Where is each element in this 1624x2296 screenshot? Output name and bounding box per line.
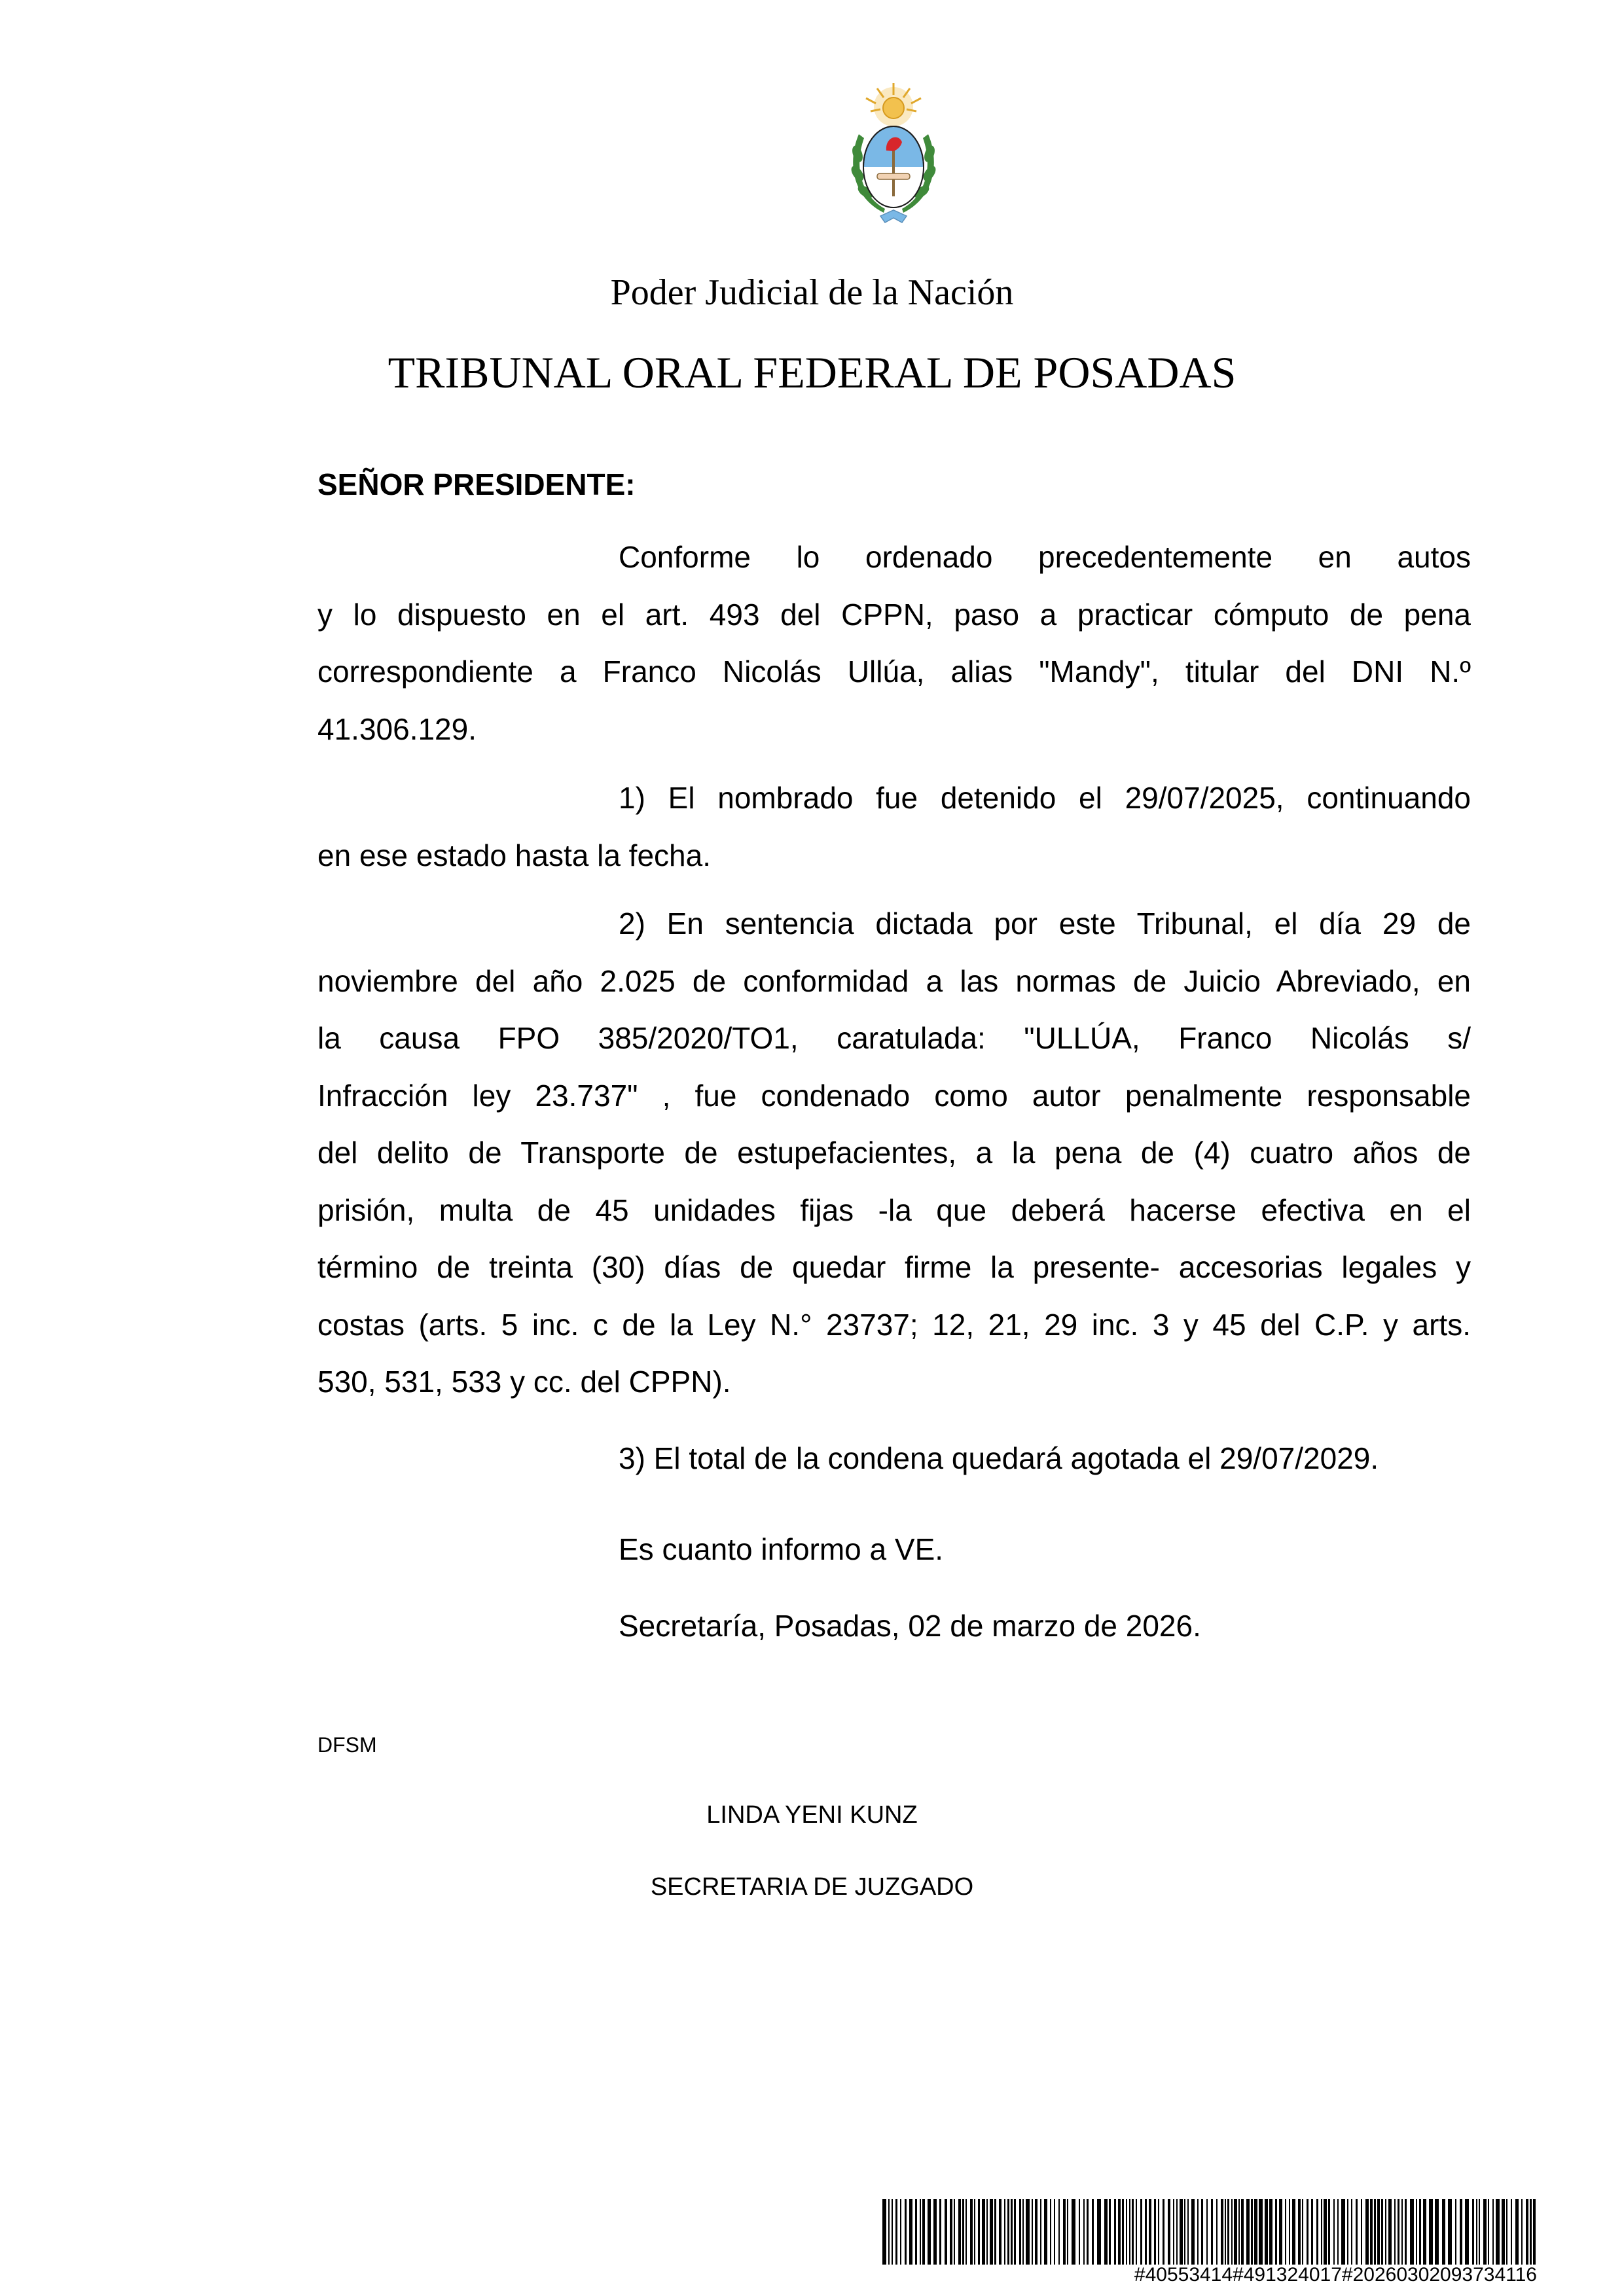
barcode-bar (945, 2199, 947, 2265)
barcode-bar (1435, 2199, 1439, 2265)
barcode-bar (1026, 2199, 1030, 2265)
barcode-bar (1292, 2199, 1295, 2265)
barcode-bar (1201, 2199, 1203, 2265)
barcode-bar (1502, 2199, 1505, 2265)
barcode-bar (1149, 2199, 1151, 2265)
barcode-bar (1241, 2199, 1244, 2265)
barcode-bar (928, 2199, 931, 2265)
barcode-bar (1530, 2199, 1532, 2265)
barcode-bar (986, 2199, 988, 2265)
signer-title: SECRETARIA DE JUZGADO (650, 1873, 974, 1901)
barcode-bar (1216, 2199, 1218, 2265)
barcode-bar (1423, 2199, 1426, 2265)
barcode-bar (1526, 2199, 1528, 2265)
barcode-bar (950, 2199, 952, 2265)
shield-emblem (863, 126, 924, 207)
barcode-bar (1011, 2199, 1013, 2265)
barcode-bar (1083, 2199, 1085, 2265)
barcode-bar (892, 2199, 893, 2265)
coat-of-arms-emblem (844, 82, 943, 232)
barcode-bar (1416, 2199, 1417, 2265)
barcode-bar (1479, 2199, 1480, 2265)
barcode-bar (1063, 2199, 1066, 2265)
barcode-bar (1158, 2199, 1159, 2265)
barcode-bar (1448, 2199, 1452, 2265)
barcode-bar (920, 2199, 921, 2265)
barcode-bar (1515, 2199, 1519, 2265)
barcode-bar (1004, 2199, 1005, 2265)
barcode-bar (1168, 2199, 1170, 2265)
barcode-bar (1381, 2199, 1383, 2265)
barcode-bar (1234, 2199, 1237, 2265)
barcode-bar (1211, 2199, 1213, 2265)
barcode-bar (1298, 2199, 1301, 2265)
barcode-bar (1058, 2199, 1060, 2265)
barcode-bar (1351, 2199, 1352, 2265)
barcode-bar (1370, 2199, 1373, 2265)
barcode-bar (1145, 2199, 1147, 2265)
barcode-bar (1238, 2199, 1240, 2265)
item-2-line-2: noviembre del año 2.025 de conformidad a las normas de Juicio Abreviado, en (317, 963, 1471, 998)
barcode-bar (1361, 2199, 1362, 2265)
barcode-bar (1032, 2199, 1033, 2265)
barcode-bar (1324, 2199, 1327, 2265)
barcode-bar (1394, 2199, 1396, 2265)
barcode-bar (1285, 2199, 1286, 2265)
barcode-bar (1488, 2199, 1489, 2265)
barcode-bar (1476, 2199, 1477, 2265)
item-2-line-6: prisión, multa de 45 unidades fijas -la que deberá hacerse efectiva en el (317, 1193, 1471, 1227)
item-3: 3) El total de la condena quedará agotada el 29/07/2029. (619, 1441, 1379, 1475)
closing-text: Es cuanto informo a VE. (619, 1532, 944, 1566)
barcode-bar (1163, 2199, 1164, 2265)
barcode-bar (970, 2199, 973, 2265)
item-1-paragraph (317, 770, 1471, 884)
barcode-bar (1184, 2199, 1185, 2265)
barcode-bar (1254, 2199, 1257, 2265)
barcode-bar (1007, 2199, 1009, 2265)
barcode-bar (882, 2199, 886, 2265)
barcode-bar (1465, 2199, 1469, 2265)
barcode-bar (1356, 2199, 1358, 2265)
intro-line-4: 41.306.129. (317, 711, 477, 746)
barcode-bar (915, 2199, 917, 2265)
barcode-bar (1302, 2199, 1303, 2265)
barcode-bar (1225, 2199, 1226, 2265)
barcode-bar (1506, 2199, 1507, 2265)
barcode-bar (962, 2199, 964, 2265)
barcode-bar (1365, 2199, 1369, 2265)
barcode-bar (1019, 2199, 1021, 2265)
barcode-bar (1405, 2199, 1407, 2265)
barcode-bar (1374, 2199, 1376, 2265)
barcode-bar (1197, 2199, 1199, 2265)
barcode-bar (1521, 2199, 1523, 2265)
barcode-bar (1104, 2199, 1108, 2265)
barcode-bar (1410, 2199, 1414, 2265)
barcode-bar (1511, 2199, 1512, 2265)
intro-line-3: correspondiente a Franco Nicolás Ullúa, alias "Mandy", titular del DNI N.º (317, 655, 1471, 689)
barcode-bar (1259, 2199, 1263, 2265)
barcode-bar (1307, 2199, 1308, 2265)
barcode-bar (1328, 2199, 1330, 2265)
barcode-bar (1154, 2199, 1156, 2265)
barcode-bar (1067, 2199, 1068, 2265)
barcode-bar (1180, 2199, 1183, 2265)
barcode-bar (1533, 2199, 1536, 2265)
barcode-bar (1492, 2199, 1494, 2265)
barcode-bar (1092, 2199, 1094, 2265)
barcode-bar (1118, 2199, 1121, 2265)
barcode-bar (965, 2199, 967, 2265)
barcode-bar (1087, 2199, 1089, 2265)
item-2-paragraph (317, 895, 1471, 1411)
barcode-bar (1419, 2199, 1421, 2265)
signer-name: LINDA YENI KUNZ (706, 1801, 918, 1829)
barcode-bar (1129, 2199, 1130, 2265)
barcode-bar (1097, 2199, 1101, 2265)
item-2-line-1: 2) En sentencia dictada por este Tribunal, el día 29 de (619, 906, 1471, 941)
barcode-bar (974, 2199, 975, 2265)
barcode-bar (1347, 2199, 1348, 2265)
item-1-line-2: en ese estado hasta la fecha. (317, 838, 711, 872)
barcode-bar (1337, 2199, 1339, 2265)
barcode-bar (1050, 2199, 1051, 2265)
barcode-bar (1044, 2199, 1047, 2265)
barcode-bar (1206, 2199, 1208, 2265)
barcode-bar (1122, 2199, 1124, 2265)
barcode-bar (1054, 2199, 1055, 2265)
barcode-bar (1429, 2199, 1433, 2265)
item-1-line-1: 1) El nombrado fue detenido el 29/07/2025, continuando (619, 781, 1471, 815)
intro-line-2: y lo dispuesto en el art. 493 del CPPN, paso a practicar cómputo de pena (317, 597, 1471, 632)
barcode-number: #40553414#491324017#20260302093734116 (1134, 2264, 1537, 2286)
barcode-bar (1114, 2199, 1116, 2265)
barcode-bar (1231, 2199, 1233, 2265)
barcode-bar (1275, 2199, 1277, 2265)
barcode-bar (978, 2199, 980, 2265)
barcode-bar (1311, 2199, 1313, 2265)
barcode-bar (1460, 2199, 1462, 2265)
barcode-bar (1173, 2199, 1174, 2265)
barcode-bar (1191, 2199, 1195, 2265)
barcode-bar (1442, 2199, 1445, 2265)
barcode-bar (888, 2199, 890, 2265)
barcode-bar (1472, 2199, 1474, 2265)
barcode-bar (1377, 2199, 1380, 2265)
barcode-bar (999, 2199, 1001, 2265)
intro-line-1: Conforme lo ordenado precedentemente en autos (619, 540, 1471, 574)
barcode-bar (1401, 2199, 1403, 2265)
ribbon-emblem (880, 210, 907, 223)
barcode-bar (1388, 2199, 1392, 2265)
barcode-bar (1321, 2199, 1322, 2265)
barcode-bar (1022, 2199, 1024, 2265)
barcode-bar (1455, 2199, 1456, 2265)
barcode-bar (1385, 2199, 1386, 2265)
barcode-bar (922, 2199, 925, 2265)
salutation: SEÑOR PRESIDENTE: (317, 467, 636, 501)
barcode-bar (1221, 2199, 1223, 2265)
item-2-line-8: costas (arts. 5 inc. c de la Ley N.° 23737; 12, 21, 29 inc. 3 y 45 del C.P. y arts. (317, 1307, 1471, 1342)
barcode-bar (1398, 2199, 1399, 2265)
barcode-bar (900, 2199, 901, 2265)
barcode-bar (1072, 2199, 1075, 2265)
barcode-bar (1040, 2199, 1041, 2265)
barcode-bar (990, 2199, 993, 2265)
barcode-bar (895, 2199, 897, 2265)
barcode-bar (905, 2199, 907, 2265)
barcode-bar (909, 2199, 912, 2265)
barcode-bar (994, 2199, 996, 2265)
barcode-bar (1333, 2199, 1335, 2265)
barcode-bar (933, 2199, 937, 2265)
barcode-bar (1316, 2199, 1318, 2265)
barcode-bar (1341, 2199, 1345, 2265)
barcode-bar (1187, 2199, 1189, 2265)
item-2-line-4: Infracción ley 23.737" , fue condenado como autor penalmente responsable (317, 1078, 1471, 1113)
barcode-bar (1014, 2199, 1016, 2265)
barcode-bar (1176, 2199, 1178, 2265)
barcode-bar (1496, 2199, 1500, 2265)
barcode-bar (1279, 2199, 1282, 2265)
barcode (882, 2199, 1537, 2265)
barcode-bar (982, 2199, 985, 2265)
barcode-bar (1265, 2199, 1268, 2265)
barcode-bar (954, 2199, 955, 2265)
item-2-line-9: 530, 531, 533 y cc. del CPPN). (317, 1365, 731, 1399)
intro-paragraph (317, 529, 1471, 758)
barcode-bar (1269, 2199, 1272, 2265)
barcode-bar (1227, 2199, 1229, 2265)
barcode-bar (1109, 2199, 1111, 2265)
barcode-bar (1035, 2199, 1038, 2265)
barcode-bar (1132, 2199, 1134, 2265)
court-name: TRIBUNAL ORAL FEDERAL DE POSADAS (388, 348, 1236, 397)
barcode-bar (1483, 2199, 1487, 2265)
item-2-line-7: término de treinta (30) días de quedar firme la presente- accesorias legales y (317, 1250, 1471, 1284)
barcode-bar (1140, 2199, 1142, 2265)
barcode-bar (1251, 2199, 1253, 2265)
sun-emblem (866, 83, 921, 126)
item-2-line-3: la causa FPO 385/2020/TO1, caratulada: "ULLÚA, Franco Nicolás s/ (317, 1021, 1471, 1055)
institution-name: Poder Judicial de la Nación (610, 272, 1014, 313)
initials: DFSM (317, 1733, 377, 1757)
barcode-bar (958, 2199, 961, 2265)
item-2-line-5: del delito de Transporte de estupefacientes, a la pena de (4) cuatro años de (317, 1136, 1471, 1170)
barcode-bar (1289, 2199, 1290, 2265)
barcode-bar (1136, 2199, 1137, 2265)
barcode-bar (1079, 2199, 1080, 2265)
barcode-bar (1246, 2199, 1250, 2265)
place-date: Secretaría, Posadas, 02 de marzo de 2026. (619, 1609, 1201, 1643)
barcode-bar (1126, 2199, 1127, 2265)
barcode-bar (939, 2199, 941, 2265)
